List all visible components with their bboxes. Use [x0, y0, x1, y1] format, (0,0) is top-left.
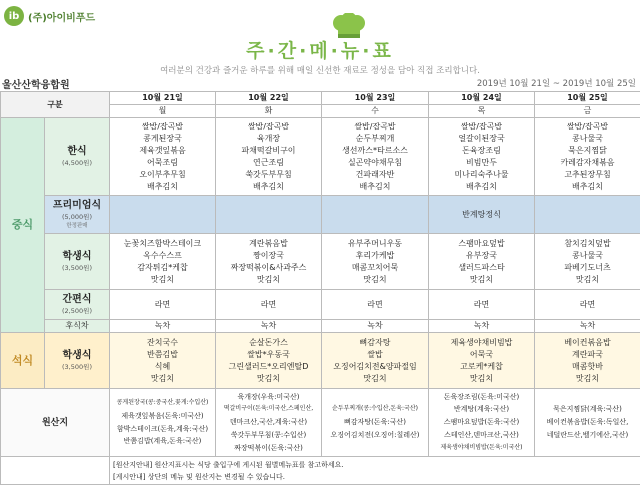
menu-item: 짱이장국: [253, 250, 284, 260]
category-name: 프리미엄식: [52, 200, 102, 211]
category-price: (5,000원): [62, 213, 92, 221]
menu-item: 콩게된장국: [143, 133, 182, 143]
origin-item: 돈육장조림(돈육:미국산): [443, 392, 520, 401]
day-date: 10월 24일: [429, 92, 535, 105]
page-title: 주·간·메·뉴·표: [246, 40, 394, 62]
menu-item: 맛김치: [469, 274, 494, 284]
menu-item: 비빔만두: [466, 157, 497, 167]
origin-item: 콩게된장국(콩:중국산,꽃게:수입산): [116, 398, 209, 406]
lunch-section-label: 중식: [1, 118, 45, 333]
menu-cell-premium-mon: [110, 196, 216, 234]
origin-item: 떡갈비구이(돈육:미국산,스페인산,: [223, 405, 314, 413]
menu-cell-quick-tue: 라면: [216, 290, 322, 320]
origin-item: 짜장떡볶이(돈육:국산): [234, 443, 303, 452]
category-korean: [45, 118, 110, 196]
day-weekday: 목: [429, 105, 535, 118]
origin-item: 오징어김치전(오징어:칠레산): [330, 430, 420, 439]
day-date: 10월 23일: [322, 92, 429, 105]
notice-posting: [게시안내] 상단의 메뉴 및 원산지는 변경될 수 있습니다.: [113, 472, 286, 481]
menu-item: 옥수수스프: [143, 250, 182, 260]
origin-cell-wed: [322, 389, 429, 457]
menu-item: 고추된장무침: [564, 169, 611, 179]
menu-cell-student-wed: [322, 234, 429, 290]
menu-item: 후리가케밥: [355, 250, 395, 260]
menu-item: 샐러드파스타: [458, 262, 505, 272]
menu-cell-premium-tue: [216, 196, 322, 234]
menu-item: 맛김치: [575, 373, 600, 383]
menu-item: 제육갯잎볶음: [139, 145, 186, 155]
origin-item: 뼈감자탕(돈육:국산): [344, 418, 406, 427]
category-dinner-student: [45, 333, 110, 389]
day-date: 10월 22일: [216, 92, 322, 105]
menu-cell-quick-mon: 라면: [110, 290, 216, 320]
category-dessert: 후식차: [45, 320, 110, 333]
menu-item: 고로케*케찹: [460, 361, 503, 371]
category-price: (4,500원): [62, 159, 92, 167]
menu-cell-dinner-fri: [535, 333, 640, 389]
menu-item: 짜장떡볶이&사과주스: [230, 262, 307, 272]
division-header: 구분: [1, 92, 110, 118]
menu-item: 맛김치: [256, 274, 281, 284]
menu-item: 실곤약야채무침: [347, 157, 403, 167]
menu-cell-dessert-mon: 녹차: [110, 320, 216, 333]
menu-item: 연근조림: [253, 157, 284, 167]
menu-item: 배추김치: [253, 181, 284, 191]
menu-period: 2019년 10월 21일 ~ 2019년 10월 25일: [476, 79, 636, 89]
menu-cell-quick-wed: 라면: [322, 290, 429, 320]
origin-item: 순두부찌개(콩:수입산,돈육:국산): [332, 405, 418, 413]
menu-item: 쌀밥/잡곡밥: [354, 121, 396, 131]
menu-item: 맛김치: [363, 373, 387, 383]
logo-mark: ib: [4, 6, 24, 26]
menu-cell-korean-fri: [535, 118, 640, 196]
menu-item: 제육생야채비빔밥: [450, 337, 513, 347]
dinner-section-label: 석식: [1, 333, 45, 389]
menu-cell-dessert-thu: 녹차: [429, 320, 535, 333]
menu-cell-premium-thu: 반계탕정식: [429, 196, 535, 234]
menu-header: [0, 0, 640, 92]
menu-item: 쌀밥/잡곡밥: [141, 121, 184, 131]
menu-item: 베이컨볶음밥: [564, 337, 611, 347]
menu-item: 식혜: [154, 361, 171, 371]
menu-item: 건파래자반: [355, 169, 395, 179]
menu-item: 잔치국수: [147, 337, 178, 347]
category-note: 한정판매: [66, 223, 88, 229]
menu-item: 감자튀김*케찹: [137, 262, 188, 272]
menu-item: 미나리숙주나물: [454, 169, 509, 179]
menu-item: 파채떡갈비구이: [241, 145, 296, 155]
menu-cell-korean-tue: [216, 118, 322, 196]
origin-item: 베이컨볶음밥(돈육:독일산,: [546, 418, 629, 427]
day-date: 10월 25일: [535, 92, 640, 105]
menu-cell-premium-fri: [535, 196, 640, 234]
origin-item: 덴마크산,국산,계육:국산): [229, 418, 308, 427]
category-price: (2,500원): [62, 307, 92, 315]
category-price: (3,500원): [62, 363, 92, 371]
menu-item: 쌀밥/잡곡밥: [460, 121, 503, 131]
menu-item: 돈육장조림: [462, 145, 501, 155]
menu-item: 오징어김치전&양파절임: [333, 361, 417, 371]
menu-item: 배추김치: [359, 181, 391, 191]
origin-cell-tue: [216, 389, 322, 457]
menu-cell-dessert-tue: 녹차: [216, 320, 322, 333]
category-name: 학생식: [62, 251, 92, 262]
menu-item: 콩나물국: [572, 133, 603, 143]
menu-item: 계란파국: [572, 349, 603, 359]
menu-cell-dinner-thu: [429, 333, 535, 389]
category-name: 학생식: [62, 350, 92, 361]
day-date: 10월 21일: [110, 92, 216, 105]
menu-cell-dinner-mon: [110, 333, 216, 389]
menu-cell-student-mon: [110, 234, 216, 290]
notice-spacer: [1, 457, 110, 485]
category-student: [45, 234, 110, 290]
menu-cell-korean-thu: [429, 118, 535, 196]
menu-item: 유부장국: [466, 250, 497, 260]
menu-cell-korean-mon: [110, 118, 216, 196]
origin-item: 묵은지찜닭(계육:국산): [553, 405, 622, 414]
origin-label: 원산지: [1, 389, 110, 457]
menu-item: 배추김치: [147, 181, 178, 191]
tagline: 여러분의 건강과 즐거운 하루를 위해 매일 신선한 재료로 정성을 담아 직접 조리합니다.: [160, 66, 480, 76]
menu-cell-dinner-wed: [322, 333, 429, 389]
menu-item: 콩나물국: [572, 250, 603, 260]
menu-item: 배추김치: [466, 181, 497, 191]
menu-cell-quick-thu: 라면: [429, 290, 535, 320]
menu-item: 육개장: [256, 133, 281, 143]
category-price: (3,500원): [62, 264, 92, 272]
menu-cell-korean-wed: [322, 118, 429, 196]
category-premium: [45, 196, 110, 234]
company-name: 울산산학융합원: [2, 80, 70, 91]
menu-item: 뼈감자탕: [359, 337, 391, 347]
menu-item: 쌀밥*우동국: [247, 349, 290, 359]
origin-item: 반쯤김밥(계육,돈육:국산): [123, 437, 202, 446]
menu-item: 그린샐러드*오리엔탈D: [228, 361, 309, 371]
notice-cell: [110, 457, 640, 485]
day-weekday: 화: [216, 105, 322, 118]
menu-item: 맛김치: [469, 373, 494, 383]
menu-item: 어묵조림: [147, 157, 178, 167]
menu-item: 맛김치: [150, 274, 175, 284]
menu-cell-student-fri: [535, 234, 640, 290]
menu-cell-student-thu: [429, 234, 535, 290]
origin-item: 스테인산,덴마크산,국산): [444, 430, 519, 439]
company-logo: [4, 6, 95, 26]
category-name: 한식: [67, 146, 87, 157]
menu-item: 얼갈이된장국: [458, 133, 505, 143]
menu-item: 반쯤김밥: [147, 349, 178, 359]
weekly-menu-table: [0, 91, 640, 485]
menu-item: 맛김치: [256, 373, 281, 383]
menu-item: 묵은지찜닭: [568, 145, 607, 155]
origin-item: 반계탕(계육:국산): [453, 405, 510, 414]
menu-item: 배추김치: [572, 181, 603, 191]
menu-item: 맛김치: [575, 274, 600, 284]
category-quick: [45, 290, 110, 320]
menu-cell-dessert-wed: 녹차: [322, 320, 429, 333]
menu-item: 눈꽃치즈함박스테이크: [123, 238, 202, 248]
menu-item: 스팸마요덮밥: [458, 238, 505, 248]
origin-item: 쑥갓두부무침(콩:수입산): [230, 430, 307, 439]
notice-origin: [원산지안내] 원산지표시는 식당 출입구에 게시된 월별메뉴표를 참고하세요.: [113, 460, 344, 469]
menu-cell-student-tue: [216, 234, 322, 290]
menu-item: 매콤핫바: [572, 361, 603, 371]
origin-item: 함박스테이크(돈육,계육:국산): [116, 424, 209, 433]
menu-cell-dessert-fri: 녹차: [535, 320, 640, 333]
menu-item: 유부주머니우동: [347, 238, 403, 248]
day-weekday: 수: [322, 105, 429, 118]
origin-item: 스팸마요덮밥(돈육:국산): [443, 418, 520, 427]
menu-item: 순살돈가스: [249, 337, 288, 347]
category-name: 간편식: [62, 294, 92, 305]
menu-item: 맛김치: [150, 373, 175, 383]
menu-item: 맛김치: [363, 274, 387, 284]
origin-cell-mon: [110, 389, 216, 457]
menu-item: 참치김치덮밥: [564, 238, 611, 248]
origin-cell-fri: [535, 389, 640, 457]
menu-item: 매콤꼬치어묵: [351, 262, 399, 272]
origin-cell-thu: [429, 389, 535, 457]
menu-cell-dinner-tue: [216, 333, 322, 389]
origin-item: 육개장(우육:미국산): [237, 392, 300, 401]
menu-item: 파베기도너츠: [564, 262, 611, 272]
day-weekday: 금: [535, 105, 640, 118]
menu-item: 쌀밥/잡곡밥: [566, 121, 609, 131]
menu-item: 쑥갓두부무침: [245, 169, 292, 179]
origin-item: 네덜란드산,벨기에산,국산): [546, 430, 629, 439]
logo-text: (주)아이비푸드: [28, 12, 96, 24]
menu-item: 오이부추무침: [139, 169, 186, 179]
menu-item: 생선까스*타르소스: [342, 145, 408, 155]
menu-item: 계란볶음밥: [249, 238, 288, 248]
day-weekday: 월: [110, 105, 216, 118]
origin-item: 제육생야채비빔밥(돈육:미국산): [440, 443, 523, 451]
menu-item: 쌀밥: [367, 349, 383, 359]
menu-cell-premium-wed: [322, 196, 429, 234]
menu-cell-quick-fri: 라면: [535, 290, 640, 320]
menu-item: 카레감자채볶음: [560, 157, 615, 167]
menu-item: 어묵국: [469, 349, 494, 359]
menu-item: 쌀밥/잡곡밥: [247, 121, 290, 131]
origin-item: 제육갯잎볶음(돈육:미국산): [121, 411, 204, 420]
menu-item: 순두부찌개: [355, 133, 395, 143]
